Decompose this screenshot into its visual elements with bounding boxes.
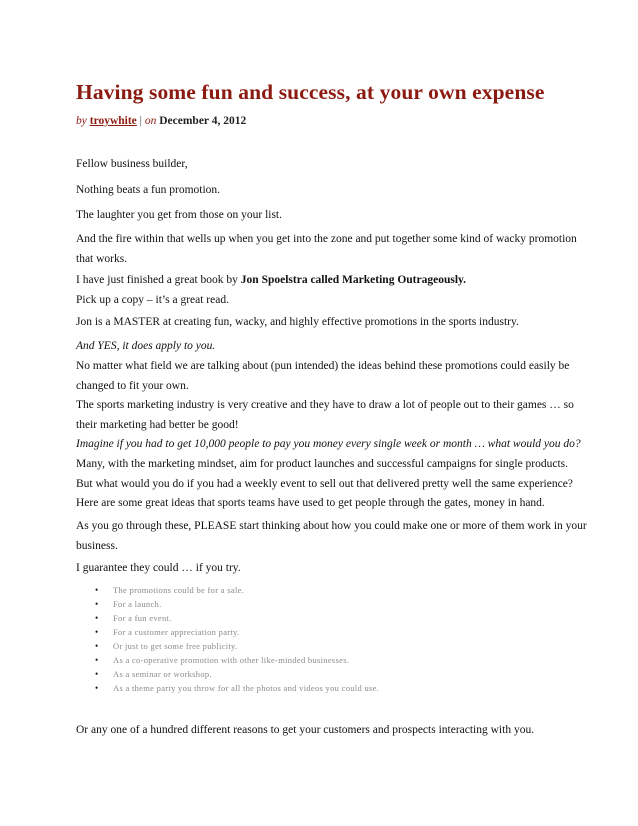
list-item-text: Or just to get some free publicity. (113, 641, 238, 651)
byline-on: on (144, 115, 157, 127)
paragraph-10-line-2: business. (76, 540, 118, 552)
paragraph-9: Here are some great ideas that sports teams have used to get people through the gates, money in hand. (76, 497, 545, 509)
paragraph-4-line-1 (76, 270, 576, 290)
closing-paragraph: Or any one of a hundred different reasons to get your customers and prospects interacting with you. (76, 724, 535, 736)
list-item (76, 681, 596, 695)
greeting: Fellow business builder, (76, 158, 188, 170)
paragraph-4 (76, 270, 576, 310)
paragraph-10-line-1: As you go through these, PLEASE start thinking about how you could make one or more of them work in your (76, 520, 587, 532)
list-item (76, 653, 596, 667)
byline-separator: | (139, 115, 142, 127)
paragraph-11: I guarantee they could … if you try. (76, 562, 241, 574)
paragraph-6-italic: And YES, it does apply to you. (76, 340, 216, 352)
paragraph-5: Jon is a MASTER at creating fun, wacky, and highly effective promotions in the sports industry. (76, 316, 519, 328)
paragraph-3 (76, 229, 576, 269)
bullet-icon: • (95, 655, 99, 665)
paragraph-2: The laughter you get from those on your list. (76, 209, 283, 221)
bullet-icon: • (95, 669, 99, 679)
list-item-text: As a theme party you throw for all the photos and videos you could use. (113, 683, 380, 693)
paragraph-8-italic: Imagine if you had to get 10,000 people to pay you money every single week or month … what would you do? (76, 438, 581, 450)
bullet-icon: • (95, 599, 99, 609)
paragraph-10 (76, 516, 587, 556)
post-date: December 4, 2012 (159, 115, 247, 127)
paragraph-6-line-3: changed to fit your own. (76, 380, 189, 392)
paragraph-6 (76, 336, 576, 396)
promotion-ideas-list (76, 583, 596, 695)
post-title: Having some fun and success, at your own expense (76, 80, 545, 104)
list-item (76, 625, 596, 639)
list-item (76, 583, 596, 597)
post-byline (76, 115, 246, 127)
bullet-icon: • (95, 585, 99, 595)
bullet-icon: • (95, 683, 99, 693)
paragraph-7-line-2: their marketing had better be good! (76, 419, 239, 431)
list-item-text: As a co-operative promotion with other like-minded businesses. (113, 655, 350, 665)
paragraph-4-line-2: Pick up a copy – it’s a great read. (76, 294, 229, 306)
paragraph-3-line-2: that works. (76, 253, 128, 265)
paragraph-3-line-1: And the fire within that wells up when you get into the zone and put together some kind of wacky promotion (76, 233, 577, 245)
list-item-text: As a seminar or workshop. (113, 669, 212, 679)
paragraph-8-line-3: But what would you do if you had a weekly event to sell out that delivered pretty well the same experience? (76, 478, 573, 490)
list-item (76, 639, 596, 653)
paragraph-8-line-2: Many, with the marketing mindset, aim for product launches and successful campaigns for single products. (76, 458, 569, 470)
paragraph-8 (76, 434, 581, 494)
list-item-text: For a launch. (113, 599, 162, 609)
paragraph-6-line-2: No matter what field we are talking about (pun intended) the ideas behind these promotions could easily be (76, 360, 570, 372)
bullet-icon: • (95, 627, 99, 637)
byline-by: by (76, 115, 87, 127)
list-item-text: The promotions could be for a sale. (113, 585, 245, 595)
bullet-icon: • (95, 641, 99, 651)
paragraph-4-prefix: I have just finished a great book by (76, 274, 241, 286)
list-item (76, 611, 596, 625)
list-item (76, 667, 596, 681)
list-item-text: For a fun event. (113, 613, 172, 623)
bullet-icon: • (95, 613, 99, 623)
book-title: Jon Spoelstra called Marketing Outrageously. (240, 274, 467, 286)
author-link[interactable]: troywhite (89, 115, 137, 127)
paragraph-7 (76, 395, 576, 435)
list-item (76, 597, 596, 611)
paragraph-7-line-1: The sports marketing industry is very creative and they have to draw a lot of people out to their games … so (76, 399, 574, 411)
list-item-text: For a customer appreciation party. (113, 627, 240, 637)
paragraph-1: Nothing beats a fun promotion. (76, 184, 221, 196)
